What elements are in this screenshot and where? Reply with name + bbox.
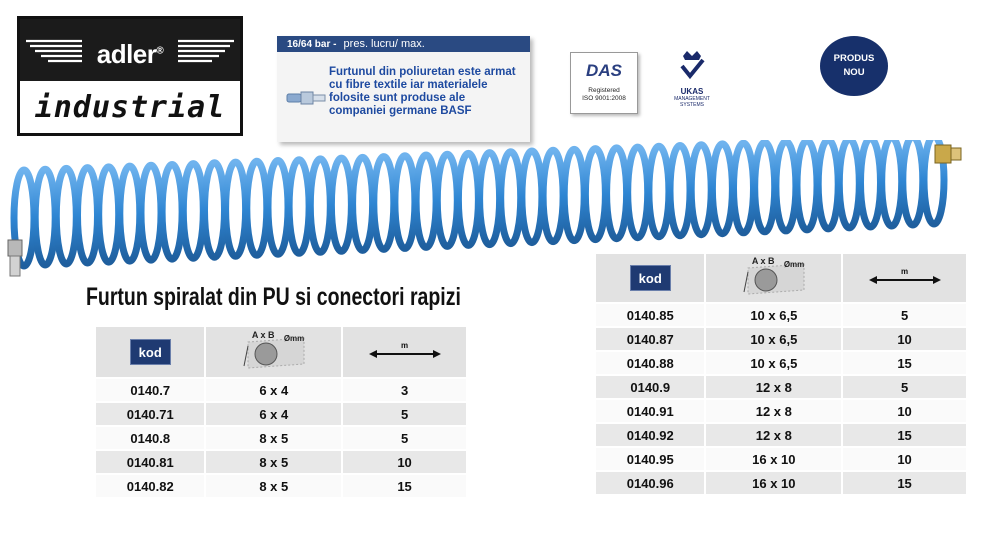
das-iso: ISO 9001:2008 [582, 95, 626, 102]
header-kod-cell [596, 254, 704, 302]
size-cell: 12 x 8 [704, 400, 841, 422]
hose-coil [416, 155, 436, 247]
size-cell: 10 x 6,5 [704, 304, 841, 326]
pressure-info-box [277, 36, 530, 142]
hose-coil [734, 143, 754, 233]
hose-coil [99, 167, 119, 262]
table-row [96, 475, 466, 497]
kod-cell: 0140.7 [96, 379, 204, 401]
table-row [596, 424, 966, 446]
ukas-name: UKAS [680, 87, 704, 96]
axb-label: A x B [251, 329, 275, 340]
hose-coil [120, 166, 140, 261]
table-row [596, 400, 966, 422]
kod-cell: 0140.96 [596, 472, 704, 494]
kod-cell: 0140.95 [596, 448, 704, 470]
table-row [596, 304, 966, 326]
hose-coil [226, 162, 246, 256]
hose-coil [776, 142, 796, 231]
kod-cell: 0140.88 [596, 352, 704, 374]
registered-mark: ® [156, 45, 164, 57]
pressure-header [277, 36, 530, 52]
kod-cell: 0140.85 [596, 304, 704, 326]
kod-cell: 0140.87 [596, 328, 704, 350]
crown-check-icon [677, 48, 707, 82]
length-arrow-icon [367, 340, 443, 365]
header-size-cell [204, 327, 341, 377]
hose-coil [205, 163, 225, 257]
logo-wings [20, 19, 240, 81]
das-registered: Registered [588, 87, 620, 94]
table-row [596, 352, 966, 374]
diameter-label: Ømm [283, 333, 305, 343]
table-row [96, 379, 466, 401]
length-cell: 15 [841, 424, 966, 446]
spec-table-right [596, 252, 966, 496]
table-row [96, 451, 466, 473]
table-row [96, 403, 466, 425]
hose-coil [395, 156, 415, 249]
axb-label: A x B [751, 255, 775, 266]
hose-coil [56, 168, 76, 264]
hose-coil [903, 140, 923, 225]
pressure-value: 16/64 bar - [287, 39, 337, 50]
table-row [96, 427, 466, 449]
kod-cell: 0140.9 [596, 376, 704, 398]
kod-label: kod [630, 265, 671, 291]
das-logo-text: DAS [586, 61, 622, 80]
header-size-cell [704, 254, 841, 302]
hose-coil [141, 165, 161, 260]
table-row [596, 328, 966, 350]
table-row [596, 472, 966, 494]
hose-coil [755, 142, 775, 231]
header-kod-cell [96, 327, 204, 377]
size-cell: 8 x 5 [204, 427, 341, 449]
diameter-icon [734, 256, 814, 296]
hose-coil [374, 157, 394, 250]
hose-coil [649, 146, 669, 236]
diameter-icon [234, 330, 314, 370]
size-cell: 16 x 10 [704, 448, 841, 470]
size-cell: 10 x 6,5 [704, 352, 841, 374]
kod-cell: 0140.92 [596, 424, 704, 446]
material-description: Furtunul din poliuretan este armat cu fibre textile iar materialele folosite sunt produse ale companiei germane BASF [329, 66, 516, 117]
logo-subtitle: industrial [34, 89, 226, 125]
length-unit-label: m [900, 266, 908, 276]
length-cell: 5 [841, 376, 966, 398]
header-length-cell [341, 327, 466, 377]
hose-coil [585, 149, 605, 240]
hose-coil [543, 150, 563, 241]
hose-coil [882, 140, 902, 226]
left-connector [8, 240, 22, 276]
kod-cell: 0140.81 [96, 451, 204, 473]
hose-coil [162, 165, 182, 260]
adler-industrial-logo [17, 16, 243, 136]
right-connector [935, 145, 961, 163]
spec-table-left [96, 325, 466, 499]
hose-coil [861, 140, 881, 227]
hose-coil [712, 144, 732, 234]
size-cell: 6 x 4 [204, 403, 341, 425]
hose-coil [310, 159, 330, 252]
hose-coil [480, 153, 500, 245]
length-cell: 3 [341, 379, 466, 401]
length-cell: 5 [341, 427, 466, 449]
hose-coil [628, 147, 648, 238]
size-cell: 8 x 5 [204, 475, 341, 497]
length-arrow-icon [867, 266, 943, 291]
ukas-line1: MANAGEMENT [674, 96, 710, 102]
length-cell: 10 [341, 451, 466, 473]
hose-coil [353, 157, 373, 250]
size-cell: 16 x 10 [704, 472, 841, 494]
new-product-badge [820, 36, 888, 96]
hose-coil [331, 158, 351, 251]
ukas-certification [668, 48, 716, 112]
page-title: Furtun spiralat din PU si conectori rapizi [86, 283, 461, 311]
size-cell: 12 x 8 [704, 376, 841, 398]
size-cell: 10 x 6,5 [704, 328, 841, 350]
hose-coil [78, 168, 98, 263]
badge-line1: PRODUS [833, 53, 875, 64]
ukas-line2: SYSTEMS [680, 102, 704, 108]
table-row [596, 448, 966, 470]
header-length-cell [841, 254, 966, 302]
hose-coil [839, 140, 859, 228]
table-row [596, 376, 966, 398]
length-cell: 15 [841, 352, 966, 374]
hose-coil [818, 140, 838, 229]
size-cell: 12 x 8 [704, 424, 841, 446]
hose-fitting-icon [285, 86, 329, 110]
badge-line2: NOU [843, 67, 865, 78]
kod-cell: 0140.82 [96, 475, 204, 497]
hose-coil [670, 146, 690, 236]
kod-label: kod [130, 339, 171, 365]
hose-coil [522, 151, 542, 243]
das-certification [570, 52, 638, 114]
size-cell: 8 x 5 [204, 451, 341, 473]
hose-coil [247, 161, 267, 255]
length-cell: 5 [841, 304, 966, 326]
pressure-label: pres. lucru/ max. [343, 38, 425, 50]
hose-coil [458, 153, 478, 245]
hose-coil [35, 169, 55, 265]
length-cell: 10 [841, 400, 966, 422]
logo-brand-text: adler [96, 39, 157, 69]
length-cell: 15 [341, 475, 466, 497]
hose-coil [607, 148, 627, 239]
hose-coil [289, 160, 309, 254]
hose-coil [564, 149, 584, 240]
kod-cell: 0140.91 [596, 400, 704, 422]
hose-coil [268, 161, 288, 255]
hose-coils [14, 140, 944, 266]
length-cell: 15 [841, 472, 966, 494]
hose-coil [691, 145, 711, 235]
diameter-label: Ømm [783, 259, 805, 269]
hose-coil [437, 154, 457, 246]
kod-cell: 0140.8 [96, 427, 204, 449]
length-cell: 10 [841, 328, 966, 350]
hose-coil [501, 152, 521, 244]
hose-coil [183, 164, 203, 259]
length-unit-label: m [400, 340, 408, 350]
length-cell: 5 [341, 403, 466, 425]
length-cell: 10 [841, 448, 966, 470]
hose-coil [797, 141, 817, 230]
kod-cell: 0140.71 [96, 403, 204, 425]
size-cell: 6 x 4 [204, 379, 341, 401]
